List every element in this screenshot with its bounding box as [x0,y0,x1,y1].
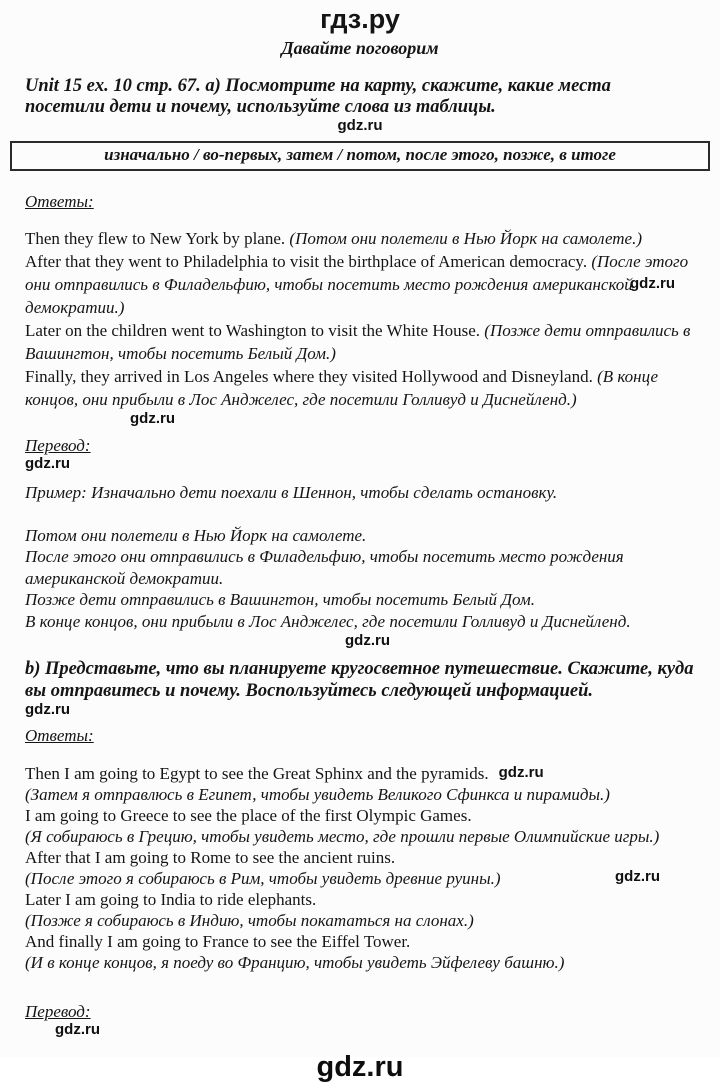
answer-en: After that they went to Philadelphia to visit the birthplace of American democracy. [25,251,588,271]
answer-sentence [25,250,702,319]
answers-label-b: Ответы: [25,726,94,746]
gdz-watermark: gdz.ru [615,868,660,886]
answers-b-paragraph [25,763,702,973]
gdz-watermark: gdz.ru [345,632,390,650]
answer-sentence [25,805,702,847]
translation-line: В конце концов, они прибыли в Лос Анджелес, где посетили Голливуд и Диснейленд. [25,611,631,631]
translation-line: Потом они полетели в Нью Йорк на самолете. [25,525,367,545]
answer-en: Finally, they arrived in Los Angeles where they visited Hollywood and Disneyland. [25,366,593,386]
answers-a-paragraph [25,227,702,411]
gdz-watermark: gdz.ru [25,454,70,472]
gdz-watermark: gdz.ru [55,1021,100,1039]
answer-en: Later I am going to India to ride elephants. [25,890,317,910]
gdz-watermark: gdz.ru [498,764,544,782]
answer-en: I am going to Greece to see the place of the first Olympic Games. [25,806,472,826]
answer-en: Then they flew to New York by plane. [25,228,286,248]
translation-label-a: Перевод: [25,435,91,455]
example-sentence: Пример: Изначально дети поехали в Шеннон, чтобы сделать остановку. [25,482,558,502]
task-b-heading: b) Представьте, что вы планируете кругосветное путешествие. Скажите, куда вы отправитесь и почему. Воспользуйтесь следующей информацией. [25,659,694,701]
site-logo: гдз.ру [320,4,400,34]
gdz-watermark: gdz.ru [25,701,70,719]
answers-label-a: Ответы: [25,191,94,211]
answer-ru: (Я собираюсь в Грецию, чтобы увидеть место, где прошли первые Олимпийские игры.) [25,827,660,847]
task-a-heading: Unit 15 ex. 10 стр. 67. а) Посмотрите на карту, скажите, какие места посетили дети и почему, используйте слова из таблицы. [25,75,611,117]
translation-label-b: Перевод: [25,1002,91,1022]
gdz-watermark: gdz.ru [630,274,675,292]
answer-sentence [25,319,702,365]
gdz-footer-logo: gdz.ru [316,1051,404,1084]
answer-ru: (После этого я собираюсь в Рим, чтобы увидеть древние руины.) [25,869,501,889]
gdz-watermark: gdz.ru [130,409,175,427]
answer-sentence [25,365,702,411]
answer-sentence [25,763,702,805]
gdz-watermark: gdz.ru [337,116,383,134]
word-hints-box: изначально / во-первых, затем / потом, после этого, позже, в итоге [10,141,710,171]
answer-en: And finally I am going to France to see the Eiffel Tower. [25,932,411,952]
translation-line: Позже дети отправились в Вашингтон, чтобы посетить Белый Дом. [25,590,535,610]
answer-en: After that I am going to Rome to see the ancient ruins. [25,848,396,868]
answer-ru: (Позже я собираюсь в Индию, чтобы покататься на слонах.) [25,911,474,931]
answer-ru: (Затем я отправлюсь в Египет, чтобы увидеть Великого Сфинкса и пирамиды.) [25,785,610,805]
translation-a-paragraph [25,525,702,633]
answer-en: Then I am going to Egypt to see the Great Sphinx and the pyramids. gdz.ru [25,764,544,784]
answer-sentence [25,931,702,973]
answer-ru: (В конце концов, они прибыли в Лос Анджелес, где посетили Голливуд и Диснейленд.) [25,366,659,409]
answer-sentence [25,847,702,889]
answer-sentence [25,227,702,250]
answer-sentence [25,889,702,931]
translation-line: После этого они отправились в Филадельфию, чтобы посетить место рождения американской демократии. [25,547,624,588]
page-heading: Давайте поговорим [281,37,439,58]
answer-ru: (И в конце концов, я поеду во Францию, чтобы увидеть Эйфелеву башню.) [25,953,565,973]
answer-en: Later on the children went to Washington to visit the White House. [25,320,481,340]
answer-ru: (Позже дети отправились в Вашингтон, чтобы посетить Белый Дом.) [25,320,691,363]
answer-ru: (После этого они отправились в Филадельфию, чтобы посетить место рождения американской демократии.) [25,251,689,317]
answer-ru: (Потом они полетели в Нью Йорк на самолете.) [289,228,643,248]
